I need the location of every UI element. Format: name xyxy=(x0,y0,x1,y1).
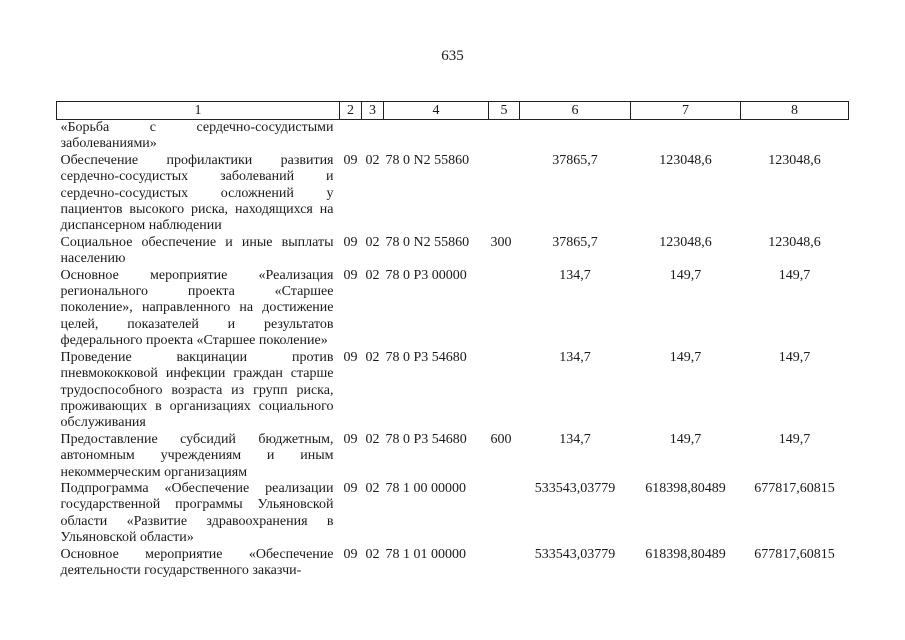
column-header: 7 xyxy=(631,102,741,120)
row-amount-2: 149,7 xyxy=(669,349,702,365)
row-amount-1: 134,7 xyxy=(559,349,591,365)
row-expense-type xyxy=(489,120,520,153)
row-name: Основное мероприятие «Обеспечение деятельности государственного заказчи- xyxy=(60,546,334,578)
row-section: 09 xyxy=(343,480,358,496)
row-amount-2: 618398,80489 xyxy=(645,480,726,496)
row-subsection: 02 xyxy=(365,267,380,283)
row-name: Социальное обеспечение и иные выплаты населению xyxy=(60,234,334,267)
row-amount-2 xyxy=(631,120,741,153)
row-subsection xyxy=(362,120,384,153)
row-subsection: 02 xyxy=(365,431,380,447)
row-target-article: 78 1 00 00000 xyxy=(385,480,466,496)
column-header: 3 xyxy=(362,102,384,120)
row-section: 09 xyxy=(343,546,358,562)
row-amount-3 xyxy=(741,120,849,153)
row-expense-type xyxy=(489,268,520,350)
row-amount-1: 533543,03779 xyxy=(534,546,616,562)
row-target-article xyxy=(384,120,489,153)
row-amount-3: 677817,60815 xyxy=(754,546,835,562)
table-row xyxy=(57,235,849,268)
column-header: 1 xyxy=(57,102,340,120)
row-expense-type xyxy=(489,350,520,432)
row-section: 09 xyxy=(343,234,358,250)
row-amount-3: 677817,60815 xyxy=(754,480,835,496)
row-amount-1: 134,7 xyxy=(559,431,591,447)
table-row xyxy=(57,153,849,235)
row-section: 09 xyxy=(343,349,358,365)
row-amount-3: 149,7 xyxy=(778,431,811,447)
row-target-article: 78 0 P3 54680 xyxy=(385,431,467,447)
row-expense-type: 600 xyxy=(490,431,512,447)
column-header: 5 xyxy=(489,102,520,120)
row-target-article: 78 0 N2 55860 xyxy=(385,152,470,168)
row-target-article: 78 0 N2 55860 xyxy=(385,234,470,250)
table-row xyxy=(57,350,849,432)
row-expense-type: 300 xyxy=(490,234,512,250)
table-row xyxy=(57,120,849,153)
row-section: 09 xyxy=(343,152,358,168)
column-header: 4 xyxy=(384,102,489,120)
row-target-article: 78 1 01 00000 xyxy=(385,546,466,562)
row-amount-3: 149,7 xyxy=(778,267,811,283)
row-name: Основное мероприятие «Реализация регионального проекта «Старшее поколение», направленного на достижение целей, показателей и результатов федерального проекта «Старшее поколение» xyxy=(60,267,334,349)
row-name: Предоставление субсидий бюджетным, автономным учреждениям и иным некоммерческим организациям xyxy=(60,431,334,480)
row-expense-type xyxy=(489,547,520,580)
row-subsection: 02 xyxy=(365,152,380,168)
row-amount-3: 149,7 xyxy=(778,349,811,365)
row-name: Подпрограмма «Обеспечение реализации государственной программы Ульяновской области «Развитие здравоохранения в Ульяновской области» xyxy=(60,480,334,546)
row-amount-1: 134,7 xyxy=(559,267,591,283)
row-amount-3: 123048,6 xyxy=(768,152,821,168)
row-amount-1: 533543,03779 xyxy=(534,480,616,496)
row-amount-2: 123048,6 xyxy=(659,234,712,250)
row-name: Проведение вакцинации против пневмококковой инфекции граждан старше трудоспособного возраста из групп риска, проживающих в организациях социального обслуживания xyxy=(60,349,334,431)
page-number: 635 xyxy=(441,48,464,64)
row-amount-2: 149,7 xyxy=(669,267,702,283)
row-amount-2: 123048,6 xyxy=(659,152,712,168)
row-target-article: 78 0 P3 00000 xyxy=(385,267,467,283)
row-amount-2: 618398,80489 xyxy=(645,546,726,562)
row-subsection: 02 xyxy=(365,480,380,496)
row-expense-type xyxy=(489,481,520,547)
row-amount-3: 123048,6 xyxy=(768,234,821,250)
row-subsection: 02 xyxy=(365,234,380,250)
row-section xyxy=(340,120,362,153)
row-subsection: 02 xyxy=(365,546,380,562)
row-name: «Борьба с сердечно-сосудистыми заболеваниями» xyxy=(60,120,334,152)
row-section: 09 xyxy=(343,267,358,283)
budget-table xyxy=(56,101,849,579)
table-header-row xyxy=(57,102,849,120)
row-amount-2: 149,7 xyxy=(669,431,702,447)
column-header: 2 xyxy=(340,102,362,120)
row-subsection: 02 xyxy=(365,349,380,365)
row-amount-1: 37865,7 xyxy=(552,152,598,168)
column-header: 6 xyxy=(520,102,631,120)
row-amount-1: 37865,7 xyxy=(552,234,598,250)
row-amount-1 xyxy=(520,120,631,153)
column-header: 8 xyxy=(741,102,849,120)
table-row xyxy=(57,432,849,481)
row-section: 09 xyxy=(343,431,358,447)
row-expense-type xyxy=(489,153,520,235)
table-row xyxy=(57,481,849,547)
table-row xyxy=(57,547,849,580)
row-target-article: 78 0 P3 54680 xyxy=(385,349,467,365)
table-row xyxy=(57,268,849,350)
row-name: Обеспечение профилактики развития сердечно-сосудистых заболеваний и сердечно-сосудистых осложнений у пациентов высокого риска, находящихся на диспансерном наблюдении xyxy=(60,152,334,234)
